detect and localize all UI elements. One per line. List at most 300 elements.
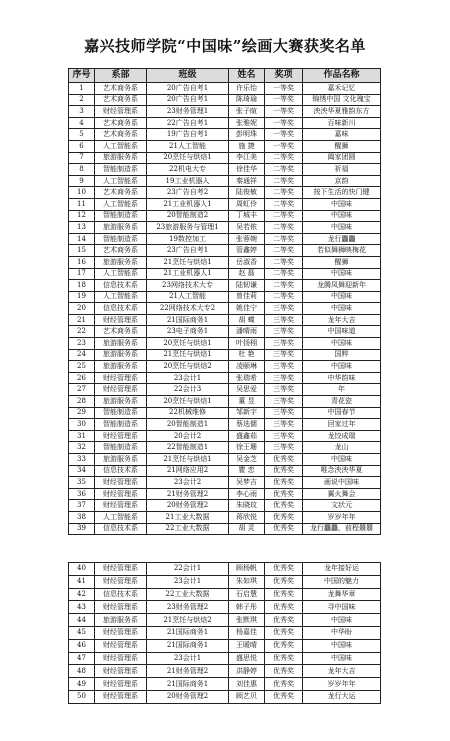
cell-number: 25 [69, 361, 95, 373]
cell-class: 20烹饪与烘焙2 [147, 361, 229, 373]
cell-name: 徐佳华 [229, 164, 265, 176]
cell-class: 21工业机器人1 [147, 198, 229, 210]
table-row [69, 222, 381, 234]
table-row [69, 372, 381, 384]
cell-award: 优秀奖 [265, 575, 303, 588]
table-row [69, 601, 381, 614]
cell-work-title: 国粹 [303, 349, 381, 361]
cell-name: 许乐怡 [229, 83, 265, 95]
cell-award: 三等奖 [265, 396, 303, 408]
cell-department: 财经管理系 [95, 652, 147, 665]
cell-class: 21国际商务1 [147, 678, 229, 691]
cell-work-title: 中国味道 [303, 326, 381, 338]
cell-work-title: 泱泱华夏雅韵东方 [303, 106, 381, 118]
cell-work-title: 中华韵味 [303, 372, 381, 384]
cell-number: 50 [69, 690, 95, 703]
cell-class: 21国际商务1 [147, 639, 229, 652]
cell-name: 周虹伶 [229, 198, 265, 210]
cell-department: 艺术商务系 [95, 245, 147, 257]
cell-department: 信息技术系 [95, 523, 147, 535]
cell-number: 14 [69, 233, 95, 245]
cell-work-title: 中国味 [303, 222, 381, 234]
cell-number: 5 [69, 129, 95, 141]
table-row [69, 575, 381, 588]
cell-department: 艺术商务系 [95, 83, 147, 95]
table-row [69, 210, 381, 222]
cell-department: 智能制造系 [95, 164, 147, 176]
cell-number: 13 [69, 222, 95, 234]
cell-award: 三等奖 [265, 407, 303, 419]
cell-name: 管鑫婷 [229, 245, 265, 257]
cell-name: 秦通祥 [229, 175, 265, 187]
cell-name: 张雅妮 [229, 117, 265, 129]
table-row [69, 106, 381, 118]
table-row [69, 175, 381, 187]
cell-work-title: 回家过年 [303, 419, 381, 431]
cell-name: 顾艺贝 [229, 690, 265, 703]
cell-department: 财经管理系 [95, 500, 147, 512]
cell-work-title: 龙行大运 [303, 690, 381, 703]
cell-class: 21财务管理2 [147, 488, 229, 500]
cell-number: 19 [69, 291, 95, 303]
cell-work-title: 岁岁年年 [303, 678, 381, 691]
cell-work-title: 龙腾凤舞迎新年 [303, 280, 381, 292]
cell-number: 38 [69, 511, 95, 523]
cell-department: 人工智能系 [95, 140, 147, 152]
cell-class: 20智能制造1 [147, 419, 229, 431]
cell-award: 优秀奖 [265, 614, 303, 627]
table-header-row [69, 69, 381, 83]
cell-award: 优秀奖 [265, 511, 303, 523]
table-row [69, 626, 381, 639]
cell-name: 吴梦吉 [229, 477, 265, 489]
cell-award: 二等奖 [265, 164, 303, 176]
cell-class: 21人工智能 [147, 140, 229, 152]
cell-award: 优秀奖 [265, 665, 303, 678]
cell-name: 蔡选儒 [229, 419, 265, 431]
table-row [69, 511, 381, 523]
cell-number: 22 [69, 326, 95, 338]
cell-department: 智能制造系 [95, 210, 147, 222]
cell-award: 三等奖 [265, 361, 303, 373]
cell-number: 17 [69, 268, 95, 280]
cell-work-title: 中国味 [303, 268, 381, 280]
cell-work-title: 醒狮 [303, 140, 381, 152]
cell-class: 20智能制造2 [147, 210, 229, 222]
cell-class: 21烹饪与烘焙2 [147, 614, 229, 627]
cell-name: 赵 磊 [229, 268, 265, 280]
table-row [69, 164, 381, 176]
cell-award: 二等奖 [265, 256, 303, 268]
cell-number: 44 [69, 614, 95, 627]
cell-number: 32 [69, 442, 95, 454]
table-row [69, 129, 381, 141]
cell-department: 旅游服务系 [95, 338, 147, 350]
cell-work-title: 中国味 [303, 454, 381, 466]
table-row [69, 291, 381, 303]
table-row [69, 384, 381, 396]
table-row [69, 477, 381, 489]
cell-number: 28 [69, 396, 95, 408]
cell-number: 30 [69, 419, 95, 431]
cell-number: 48 [69, 665, 95, 678]
cell-work-title: 中国味 [303, 361, 381, 373]
cell-class: 21烹饪与烘焙1 [147, 256, 229, 268]
cell-work-title: 龙行龘龘 [303, 233, 381, 245]
table-row [69, 500, 381, 512]
cell-award: 二等奖 [265, 245, 303, 257]
cell-name: 岳淑香 [229, 256, 265, 268]
cell-name: 陆俊敏 [229, 187, 265, 199]
cell-work-title: 岁岁年年 [303, 511, 381, 523]
cell-department: 财经管理系 [95, 690, 147, 703]
cell-work-title: 按下生活的快门键 [303, 187, 381, 199]
cell-number: 36 [69, 488, 95, 500]
cell-work-title: 画说中国味 [303, 477, 381, 489]
cell-class: 21烹饪与烘焙1 [147, 349, 229, 361]
cell-department: 财经管理系 [95, 477, 147, 489]
cell-name: 张默琪 [229, 614, 265, 627]
cell-class: 21国际商务1 [147, 626, 229, 639]
cell-department: 财经管理系 [95, 639, 147, 652]
cell-number: 18 [69, 280, 95, 292]
cell-work-title: 翼火舞会 [303, 488, 381, 500]
cell-work-title: 中华盼 [303, 626, 381, 639]
cell-number: 49 [69, 678, 95, 691]
cell-class: 23财务管理2 [147, 601, 229, 614]
cell-class: 22广告自考1 [147, 117, 229, 129]
table-row [69, 187, 381, 199]
cell-name: 董 昱 [229, 396, 265, 408]
table-row [69, 442, 381, 454]
cell-class: 23广告自考1 [147, 245, 229, 257]
cell-work-title: 唯念泱泱华夏 [303, 465, 381, 477]
header-work-title: 作品名称 [303, 69, 381, 83]
cell-name: 徐王珊 [229, 442, 265, 454]
cell-award: 三等奖 [265, 442, 303, 454]
cell-work-title: 中国味 [303, 198, 381, 210]
cell-work-title: 龙行龘龘，前程朤朤 [303, 523, 381, 535]
cell-department: 财经管理系 [95, 601, 147, 614]
table-row [69, 268, 381, 280]
cell-name: 蒋欣悦 [229, 511, 265, 523]
cell-award: 二等奖 [265, 291, 303, 303]
table-row [69, 314, 381, 326]
cell-department: 财经管理系 [95, 384, 147, 396]
cell-department: 智能制造系 [95, 419, 147, 431]
table-row [69, 338, 381, 350]
cell-name: 陈琦瑜 [229, 94, 265, 106]
table-row [69, 349, 381, 361]
cell-name: 盛鑫茹 [229, 430, 265, 442]
cell-class: 22工业大数据 [147, 523, 229, 535]
cell-number: 42 [69, 588, 95, 601]
cell-award: 二等奖 [265, 210, 303, 222]
award-table-part1 [68, 68, 381, 535]
table-row [69, 233, 381, 245]
cell-work-title: 龙年接好运 [303, 563, 381, 576]
cell-work-title: 龙舞华章 [303, 588, 381, 601]
cell-department: 财经管理系 [95, 665, 147, 678]
cell-name: 张子暄 [229, 106, 265, 118]
cell-department: 旅游服务系 [95, 396, 147, 408]
cell-award: 一等奖 [265, 140, 303, 152]
cell-work-title: 龙年大吉 [303, 314, 381, 326]
cell-award: 三等奖 [265, 349, 303, 361]
cell-department: 艺术商务系 [95, 94, 147, 106]
cell-class: 23电子商务1 [147, 326, 229, 338]
cell-name: 杜 艳 [229, 349, 265, 361]
cell-department: 财经管理系 [95, 488, 147, 500]
cell-award: 优秀奖 [265, 523, 303, 535]
header-number: 序号 [69, 69, 95, 83]
cell-award: 三等奖 [265, 430, 303, 442]
cell-name: 张瑞希 [229, 372, 265, 384]
cell-award: 优秀奖 [265, 652, 303, 665]
cell-department: 艺术商务系 [95, 326, 147, 338]
table-body [69, 563, 381, 704]
cell-department: 财经管理系 [95, 430, 147, 442]
cell-class: 20财务管理2 [147, 500, 229, 512]
cell-number: 20 [69, 303, 95, 315]
cell-number: 2 [69, 94, 95, 106]
cell-award: 三等奖 [265, 384, 303, 396]
header-award: 奖项 [265, 69, 303, 83]
cell-name: 凌颐琳 [229, 361, 265, 373]
cell-class: 23会计1 [147, 575, 229, 588]
cell-class: 22机电大专 [147, 164, 229, 176]
table-row [69, 303, 381, 315]
cell-number: 11 [69, 198, 95, 210]
cell-work-title: 中国味 [303, 303, 381, 315]
cell-number: 43 [69, 601, 95, 614]
cell-department: 财经管理系 [95, 563, 147, 576]
cell-number: 41 [69, 575, 95, 588]
cell-award: 二等奖 [265, 280, 303, 292]
cell-award: 优秀奖 [265, 500, 303, 512]
award-table-part2 [68, 562, 381, 704]
cell-name: 吴若侬 [229, 222, 265, 234]
cell-name: 杨嘉佳 [229, 626, 265, 639]
cell-name: 邹新宇 [229, 407, 265, 419]
cell-number: 39 [69, 523, 95, 535]
cell-class: 19广告自考1 [147, 129, 229, 141]
cell-name: 瞿 恋 [229, 465, 265, 477]
cell-name: 李心雨 [229, 488, 265, 500]
cell-name: 盛思悦 [229, 652, 265, 665]
cell-award: 优秀奖 [265, 601, 303, 614]
cell-class: 21财务管理2 [147, 665, 229, 678]
cell-work-title: 中国味 [303, 210, 381, 222]
cell-name: 朱如琪 [229, 575, 265, 588]
cell-number: 3 [69, 106, 95, 118]
cell-award: 二等奖 [265, 233, 303, 245]
cell-class: 21国际商务1 [147, 314, 229, 326]
cell-name: 吴思爱 [229, 384, 265, 396]
table-row [69, 198, 381, 210]
cell-number: 4 [69, 117, 95, 129]
cell-number: 31 [69, 430, 95, 442]
cell-department: 信息技术系 [95, 303, 147, 315]
cell-class: 19工业机器人 [147, 175, 229, 187]
cell-number: 33 [69, 454, 95, 466]
cell-department: 智能制造系 [95, 233, 147, 245]
cell-class: 21人工智能 [147, 291, 229, 303]
table-row [69, 523, 381, 535]
cell-department: 财经管理系 [95, 678, 147, 691]
cell-class: 20烹饪与烘焙1 [147, 152, 229, 164]
cell-department: 财经管理系 [95, 372, 147, 384]
cell-number: 45 [69, 626, 95, 639]
cell-number: 16 [69, 256, 95, 268]
cell-department: 人工智能系 [95, 198, 147, 210]
cell-class: 22工业大数据 [147, 588, 229, 601]
table-row [69, 430, 381, 442]
table-row [69, 652, 381, 665]
cell-department: 人工智能系 [95, 291, 147, 303]
cell-class: 20烹饪与烘焙1 [147, 396, 229, 408]
cell-class: 22会计3 [147, 384, 229, 396]
cell-department: 财经管理系 [95, 575, 147, 588]
cell-name: 刘佳惠 [229, 678, 265, 691]
cell-name: 胡 灵 [229, 523, 265, 535]
cell-number: 6 [69, 140, 95, 152]
cell-award: 一等奖 [265, 83, 303, 95]
cell-award: 一等奖 [265, 106, 303, 118]
table-row [69, 326, 381, 338]
cell-award: 优秀奖 [265, 678, 303, 691]
cell-department: 智能制造系 [95, 442, 147, 454]
cell-work-title: 中国春节 [303, 407, 381, 419]
cell-award: 优秀奖 [265, 563, 303, 576]
header-name: 姓名 [229, 69, 265, 83]
cell-class: 22智能制造1 [147, 442, 229, 454]
cell-name: 姚佳宁 [229, 303, 265, 315]
table-row [69, 256, 381, 268]
cell-work-title: 嘉禾记忆 [303, 83, 381, 95]
cell-class: 23网络技术大专 [147, 280, 229, 292]
cell-department: 艺术商务系 [95, 129, 147, 141]
cell-work-title: 文状元 [303, 500, 381, 512]
cell-number: 23 [69, 338, 95, 350]
cell-name: 潘晴雨 [229, 326, 265, 338]
cell-work-title: 年 [303, 384, 381, 396]
cell-department: 旅游服务系 [95, 152, 147, 164]
cell-class: 20财务管理2 [147, 690, 229, 703]
cell-number: 8 [69, 164, 95, 176]
cell-class: 22会计1 [147, 563, 229, 576]
cell-work-title: 中国味 [303, 338, 381, 350]
table-row [69, 563, 381, 576]
cell-name: 陆韧谦 [229, 280, 265, 292]
cell-name: 洪静婷 [229, 665, 265, 678]
table-row [69, 665, 381, 678]
cell-number: 46 [69, 639, 95, 652]
cell-award: 二等奖 [265, 222, 303, 234]
cell-name: 施 捷 [229, 140, 265, 152]
cell-award: 一等奖 [265, 129, 303, 141]
cell-work-title: 阖家团圆 [303, 152, 381, 164]
table-row [69, 465, 381, 477]
cell-department: 智能制造系 [95, 407, 147, 419]
cell-name: 吴金芝 [229, 454, 265, 466]
cell-award: 优秀奖 [265, 588, 303, 601]
table-row [69, 83, 381, 95]
table-row [69, 488, 381, 500]
table-row [69, 140, 381, 152]
cell-class: 19数控加工 [147, 233, 229, 245]
cell-award: 三等奖 [265, 419, 303, 431]
cell-department: 旅游服务系 [95, 222, 147, 234]
cell-award: 优秀奖 [265, 639, 303, 652]
cell-department: 旅游服务系 [95, 349, 147, 361]
cell-award: 优秀奖 [265, 690, 303, 703]
table-row [69, 152, 381, 164]
cell-work-title: 嘉味 [303, 129, 381, 141]
cell-class: 21工业机器人1 [147, 268, 229, 280]
cell-department: 人工智能系 [95, 511, 147, 523]
cell-work-title: 中国味 [303, 291, 381, 303]
cell-work-title: 中国味 [303, 652, 381, 665]
cell-name: 张蓉婉 [229, 233, 265, 245]
cell-department: 人工智能系 [95, 268, 147, 280]
cell-number: 7 [69, 152, 95, 164]
cell-department: 艺术商务系 [95, 187, 147, 199]
cell-department: 旅游服务系 [95, 614, 147, 627]
cell-number: 26 [69, 372, 95, 384]
cell-name: 叶扬栩 [229, 338, 265, 350]
cell-class: 20广告自考1 [147, 83, 229, 95]
table-row [69, 94, 381, 106]
cell-award: 优秀奖 [265, 465, 303, 477]
cell-number: 29 [69, 407, 95, 419]
cell-award: 优秀奖 [265, 477, 303, 489]
cell-work-title: 百味新川 [303, 117, 381, 129]
cell-department: 人工智能系 [95, 175, 147, 187]
cell-work-title: 京韵 [303, 175, 381, 187]
cell-class: 20会计2 [147, 430, 229, 442]
cell-class: 23会计2 [147, 477, 229, 489]
table-row [69, 280, 381, 292]
cell-award: 三等奖 [265, 326, 303, 338]
cell-class: 21工业大数据 [147, 511, 229, 523]
cell-class: 22网络技术大专2 [147, 303, 229, 315]
cell-class: 23广告自考2 [147, 187, 229, 199]
cell-number: 1 [69, 83, 95, 95]
cell-class: 21网络应用2 [147, 465, 229, 477]
cell-number: 21 [69, 314, 95, 326]
cell-work-title: 中国味 [303, 614, 381, 627]
table-row [69, 454, 381, 466]
cell-number: 47 [69, 652, 95, 665]
cell-name: 石启慧 [229, 588, 265, 601]
cell-work-title: 龙饺成瑞 [303, 430, 381, 442]
cell-award: 优秀奖 [265, 488, 303, 500]
cell-award: 三等奖 [265, 372, 303, 384]
cell-work-title: 醒狮 [303, 256, 381, 268]
cell-department: 旅游服务系 [95, 256, 147, 268]
cell-name: 胡 蝶 [229, 314, 265, 326]
cell-award: 三等奖 [265, 314, 303, 326]
cell-department: 旅游服务系 [95, 454, 147, 466]
cell-department: 财经管理系 [95, 314, 147, 326]
table-body [69, 83, 381, 535]
cell-award: 优秀奖 [265, 626, 303, 639]
cell-class: 22机械维修 [147, 407, 229, 419]
cell-award: 二等奖 [265, 198, 303, 210]
cell-name: 王暖晴 [229, 639, 265, 652]
cell-work-title: 若似舞狮映梅花 [303, 245, 381, 257]
